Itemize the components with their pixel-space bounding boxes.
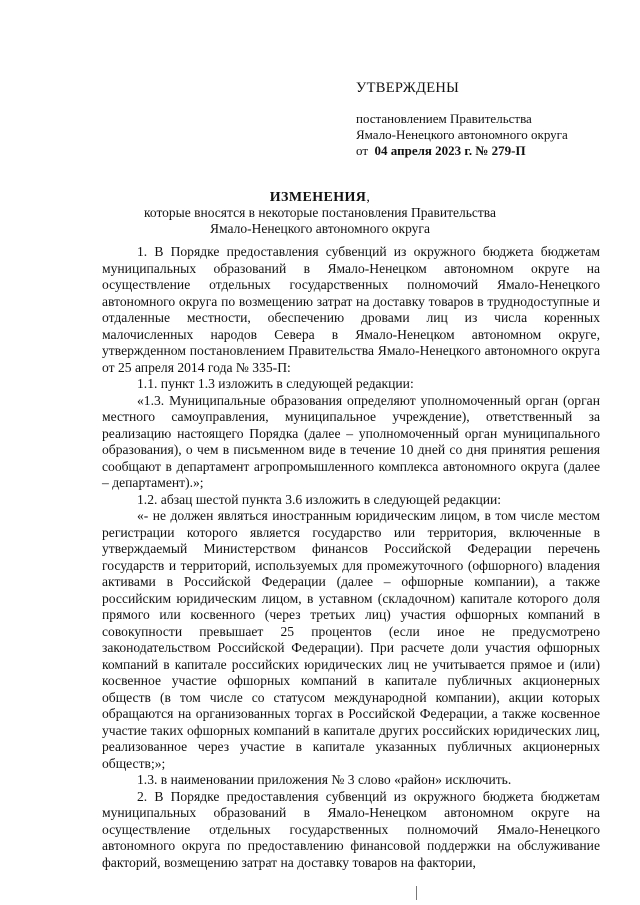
decree-date-number: 04 апреля 2023 г. № 279-П (374, 143, 526, 158)
paragraph-1-3: 1.3. в наименовании приложения № 3 слово «район» исключить. (137, 772, 512, 787)
document-title-suffix: , (366, 190, 371, 205)
paragraph-1-1-text: «1.3. Муниципальные образования определяют уполномоченный орган (орган местного самоуправления, муниципальное учреждение), ответственный за реализацию настоящего Порядка (далее – уполномоченный орган муниципального образования), о чем в письменном виде в течение 10 дней со дня принятия решения сообщают в департамент агропромышленного комплекса автономного округа (далее – департамент).»; (102, 392, 600, 490)
paragraph-1-2: 1.2. абзац шестой пункта 3.6 изложить в следующей редакции: (137, 491, 502, 507)
decree-line-3 (356, 143, 568, 159)
document-body (102, 244, 600, 871)
document-title-main: ИЗМЕНЕНИЯ (269, 190, 367, 205)
decree-prefix: от (356, 143, 369, 158)
decree-line-2: Ямало-Ненецкого автономного округа (356, 127, 568, 142)
document-subtitle (0, 205, 640, 237)
paragraph-1-2-text: «- не должен являться иностранным юридическим лицом, в том числе местом регистрации которого является государство или территория, включенные в утверждаемый Министерством финансов Российской Федерации перечень государств и территорий, используемых для промежуточного (офшорного) владения активами в Российской Федерации (далее – офшорные компании), а также российским юридическим лицом, в уставном (складочном) капитале которого доля прямого или косвенного (через третьих лиц) участия офшорных компаний в совокупности превышает 25 процентов (если иное не предусмотрено законодательством Российской Федерации). При расчете доли участия офшорных компаний в капитале российских юридических лиц не учитывается прямое и (или) косвенное участие офшорных компаний в капитале публичных акционерных обществ (в том числе со статусом международной компании), акции которых обращаются на организованных торгах в Российской Федерации, а также косвенное участие таких офшорных компаний в капитале других российских юридических лиц, реализованное через участие в капитале указанных публичных акционерных обществ;»; (102, 508, 600, 771)
subtitle-line-2: Ямало-Ненецкого автономного округа (210, 221, 430, 236)
subtitle-line-1: которые вносятся в некоторые постановления Правительства (144, 205, 496, 220)
document-title (0, 190, 640, 206)
approval-heading: УТВЕРЖДЕНЫ (356, 80, 460, 96)
scan-artifact-mark (416, 886, 417, 900)
paragraph-1-1: 1.1. пункт 1.3 изложить в следующей редакции: (137, 376, 414, 391)
approval-decree-block (356, 111, 568, 159)
paragraph-1: 1. В Порядке предоставления субвенций из окружного бюджета бюджетам муниципальных образований в Ямало-Ненецком автономном округе на осуществление отдельных государственных полномочий Ямало-Ненецкого автономного округа по возмещению затрат на доставку товаров в труднодоступные и отдаленные местности, обеспечению дровами лиц из числа коренных малочисленных народов Севера в Ямало-Ненецком автономном округе, утвержденном постановлением Правительства Ямало-Ненецкого автономного округа от 25 апреля 2014 года № 335-П: (102, 244, 600, 375)
paragraph-2: 2. В Порядке предоставления субвенций из окружного бюджета бюджетам муниципальных образований в Ямало-Ненецком автономном округе на осуществление отдельных государственных полномочий Ямало-Ненецкого автономного округа по предоставлению финансовой поддержки на обслуживание факторий, возмещению затрат на доставку товаров на фактории, (102, 788, 600, 870)
decree-line-1: постановлением Правительства (356, 111, 532, 126)
